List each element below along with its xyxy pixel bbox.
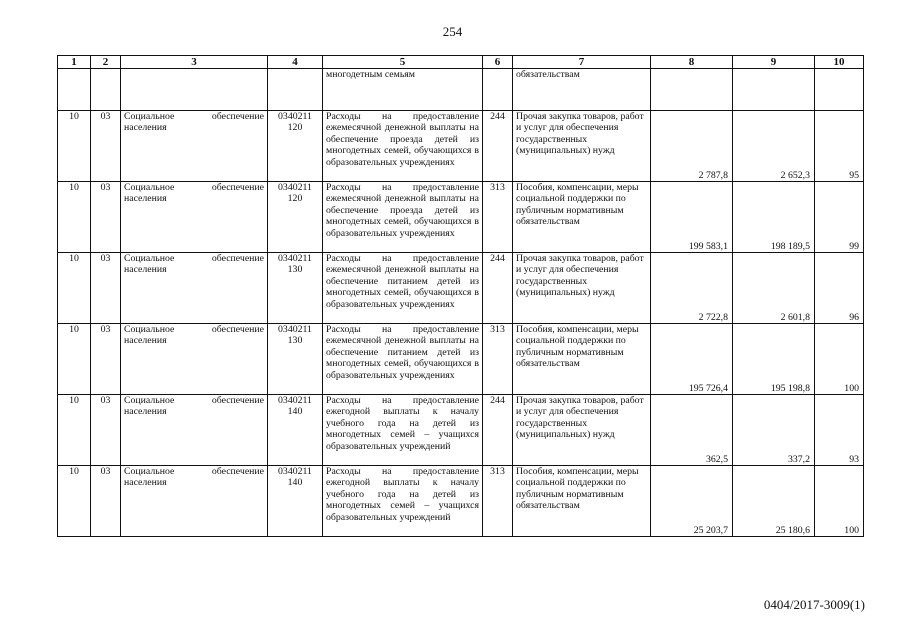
cell-section: 10 bbox=[58, 466, 91, 537]
table-cell bbox=[733, 69, 815, 111]
table-cell bbox=[268, 69, 323, 111]
cell-target-code bbox=[268, 182, 323, 253]
cell-percent: 93 bbox=[815, 395, 864, 466]
cell-target-code bbox=[268, 324, 323, 395]
continuation-row bbox=[58, 69, 864, 111]
target-code: 0340211 bbox=[278, 253, 312, 264]
cell-expense-name: Расходы на предоставление ежемесячной денежной выплаты на обеспечение проезда детей из многодетных семей, обучающихся в образовательных учреждениях bbox=[323, 182, 483, 253]
table-cell bbox=[483, 69, 513, 111]
cell-expense-type: Пособия, компенсации, меры социальной поддержки по публичным нормативным обязательствам bbox=[513, 324, 651, 395]
cell-expense-type: Прочая закупка товаров, работ и услуг для обеспечения государственных (муниципальных) нужд bbox=[513, 111, 651, 182]
target-code: 0340211 bbox=[278, 466, 312, 477]
table-cell bbox=[58, 69, 91, 111]
cell-expense-name: Расходы на предоставление ежемесячной денежной выплаты на обеспечение проезда детей из многодетных семей, обучающихся в образовательных учреждениях bbox=[323, 111, 483, 182]
page-number: 254 bbox=[442, 24, 463, 39]
cell-subsection: 03 bbox=[91, 253, 121, 324]
cell-percent: 100 bbox=[815, 324, 864, 395]
cell-expense-code: 313 bbox=[483, 324, 513, 395]
cell-expense-type: Пособия, компенсации, меры социальной поддержки по публичным нормативным обязательствам bbox=[513, 466, 651, 537]
header-cell: 7 bbox=[513, 56, 651, 69]
cell-expense-type: обязательствам bbox=[513, 69, 651, 111]
target-code: 0340211 bbox=[278, 182, 312, 193]
cell-section-name: Социальное обеспечение населения bbox=[121, 324, 268, 395]
cell-subsection: 03 bbox=[91, 324, 121, 395]
cell-section: 10 bbox=[58, 324, 91, 395]
document-code: 0404/2017-3009(1) bbox=[763, 597, 865, 612]
cell-expense-name: многодетным семьям bbox=[323, 69, 483, 111]
target-code-suffix: 120 bbox=[287, 122, 303, 134]
cell-section-name: Социальное обеспечение населения bbox=[121, 395, 268, 466]
cell-expense-code: 244 bbox=[483, 111, 513, 182]
table-cell bbox=[121, 69, 268, 111]
cell-subsection: 03 bbox=[91, 395, 121, 466]
cell-target-code bbox=[268, 466, 323, 537]
table-row bbox=[58, 253, 864, 324]
cell-section: 10 bbox=[58, 111, 91, 182]
table-row bbox=[58, 466, 864, 537]
cell-actual: 198 189,5 bbox=[733, 182, 815, 253]
cell-expense-code: 244 bbox=[483, 253, 513, 324]
target-code-suffix: 120 bbox=[287, 193, 303, 205]
target-code: 0340211 bbox=[278, 395, 312, 406]
cell-expense-name: Расходы на предоставление ежемесячной денежной выплаты на обеспечение питанием детей из многодетных семей, обучающихся в образовательных учреждениях bbox=[323, 324, 483, 395]
cell-section: 10 bbox=[58, 395, 91, 466]
cell-expense-code: 244 bbox=[483, 395, 513, 466]
cell-expense-name: Расходы на предоставление ежегодной выплаты к началу учебного года на детей из многодетных семей – учащихся образовательных учреждений bbox=[323, 466, 483, 537]
cell-percent: 95 bbox=[815, 111, 864, 182]
header-cell: 2 bbox=[91, 56, 121, 69]
cell-planned: 25 203,7 bbox=[651, 466, 733, 537]
cell-subsection: 03 bbox=[91, 182, 121, 253]
cell-expense-code: 313 bbox=[483, 466, 513, 537]
budget-table bbox=[57, 55, 864, 537]
cell-target-code bbox=[268, 111, 323, 182]
header-cell: 10 bbox=[815, 56, 864, 69]
target-code-suffix: 140 bbox=[287, 406, 303, 418]
cell-planned: 362,5 bbox=[651, 395, 733, 466]
header-cell: 8 bbox=[651, 56, 733, 69]
cell-percent: 96 bbox=[815, 253, 864, 324]
header-cell: 5 bbox=[323, 56, 483, 69]
cell-section: 10 bbox=[58, 182, 91, 253]
cell-expense-name: Расходы на предоставление ежегодной выплаты к началу учебного года на детей из многодетных семей – учащихся образовательных учреждений bbox=[323, 395, 483, 466]
cell-expense-type: Пособия, компенсации, меры социальной поддержки по публичным нормативным обязательствам bbox=[513, 182, 651, 253]
header-cell: 9 bbox=[733, 56, 815, 69]
target-code-suffix: 130 bbox=[287, 335, 303, 347]
table-cell bbox=[91, 69, 121, 111]
target-code-suffix: 130 bbox=[287, 264, 303, 276]
table-row bbox=[58, 111, 864, 182]
table-cell bbox=[815, 69, 864, 111]
cell-planned: 195 726,4 bbox=[651, 324, 733, 395]
cell-section: 10 bbox=[58, 253, 91, 324]
table-row bbox=[58, 324, 864, 395]
cell-target-code bbox=[268, 253, 323, 324]
cell-expense-type: Прочая закупка товаров, работ и услуг для обеспечения государственных (муниципальных) нужд bbox=[513, 395, 651, 466]
header-cell: 1 bbox=[58, 56, 91, 69]
cell-subsection: 03 bbox=[91, 111, 121, 182]
cell-actual: 25 180,6 bbox=[733, 466, 815, 537]
header-row bbox=[58, 56, 864, 69]
cell-percent: 100 bbox=[815, 466, 864, 537]
cell-actual: 195 198,8 bbox=[733, 324, 815, 395]
table-row bbox=[58, 395, 864, 466]
cell-planned: 2 722,8 bbox=[651, 253, 733, 324]
cell-expense-name: Расходы на предоставление ежемесячной денежной выплаты на обеспечение питанием детей из многодетных семей, обучающихся в образовательных учреждениях bbox=[323, 253, 483, 324]
cell-target-code bbox=[268, 395, 323, 466]
cell-actual: 2 652,3 bbox=[733, 111, 815, 182]
cell-section-name: Социальное обеспечение населения bbox=[121, 466, 268, 537]
header-cell: 4 bbox=[268, 56, 323, 69]
cell-section-name: Социальное обеспечение населения bbox=[121, 182, 268, 253]
cell-section-name: Социальное обеспечение населения bbox=[121, 253, 268, 324]
cell-actual: 2 601,8 bbox=[733, 253, 815, 324]
cell-expense-type: Прочая закупка товаров, работ и услуг для обеспечения государственных (муниципальных) нужд bbox=[513, 253, 651, 324]
target-code: 0340211 bbox=[278, 324, 312, 335]
cell-actual: 337,2 bbox=[733, 395, 815, 466]
cell-planned: 199 583,1 bbox=[651, 182, 733, 253]
cell-expense-code: 313 bbox=[483, 182, 513, 253]
header-cell: 3 bbox=[121, 56, 268, 69]
header-cell: 6 bbox=[483, 56, 513, 69]
target-code-suffix: 140 bbox=[287, 477, 303, 489]
cell-percent: 99 bbox=[815, 182, 864, 253]
cell-planned: 2 787,8 bbox=[651, 111, 733, 182]
cell-subsection: 03 bbox=[91, 466, 121, 537]
cell-section-name: Социальное обеспечение населения bbox=[121, 111, 268, 182]
table-row bbox=[58, 182, 864, 253]
target-code: 0340211 bbox=[278, 111, 312, 122]
table-cell bbox=[651, 69, 733, 111]
